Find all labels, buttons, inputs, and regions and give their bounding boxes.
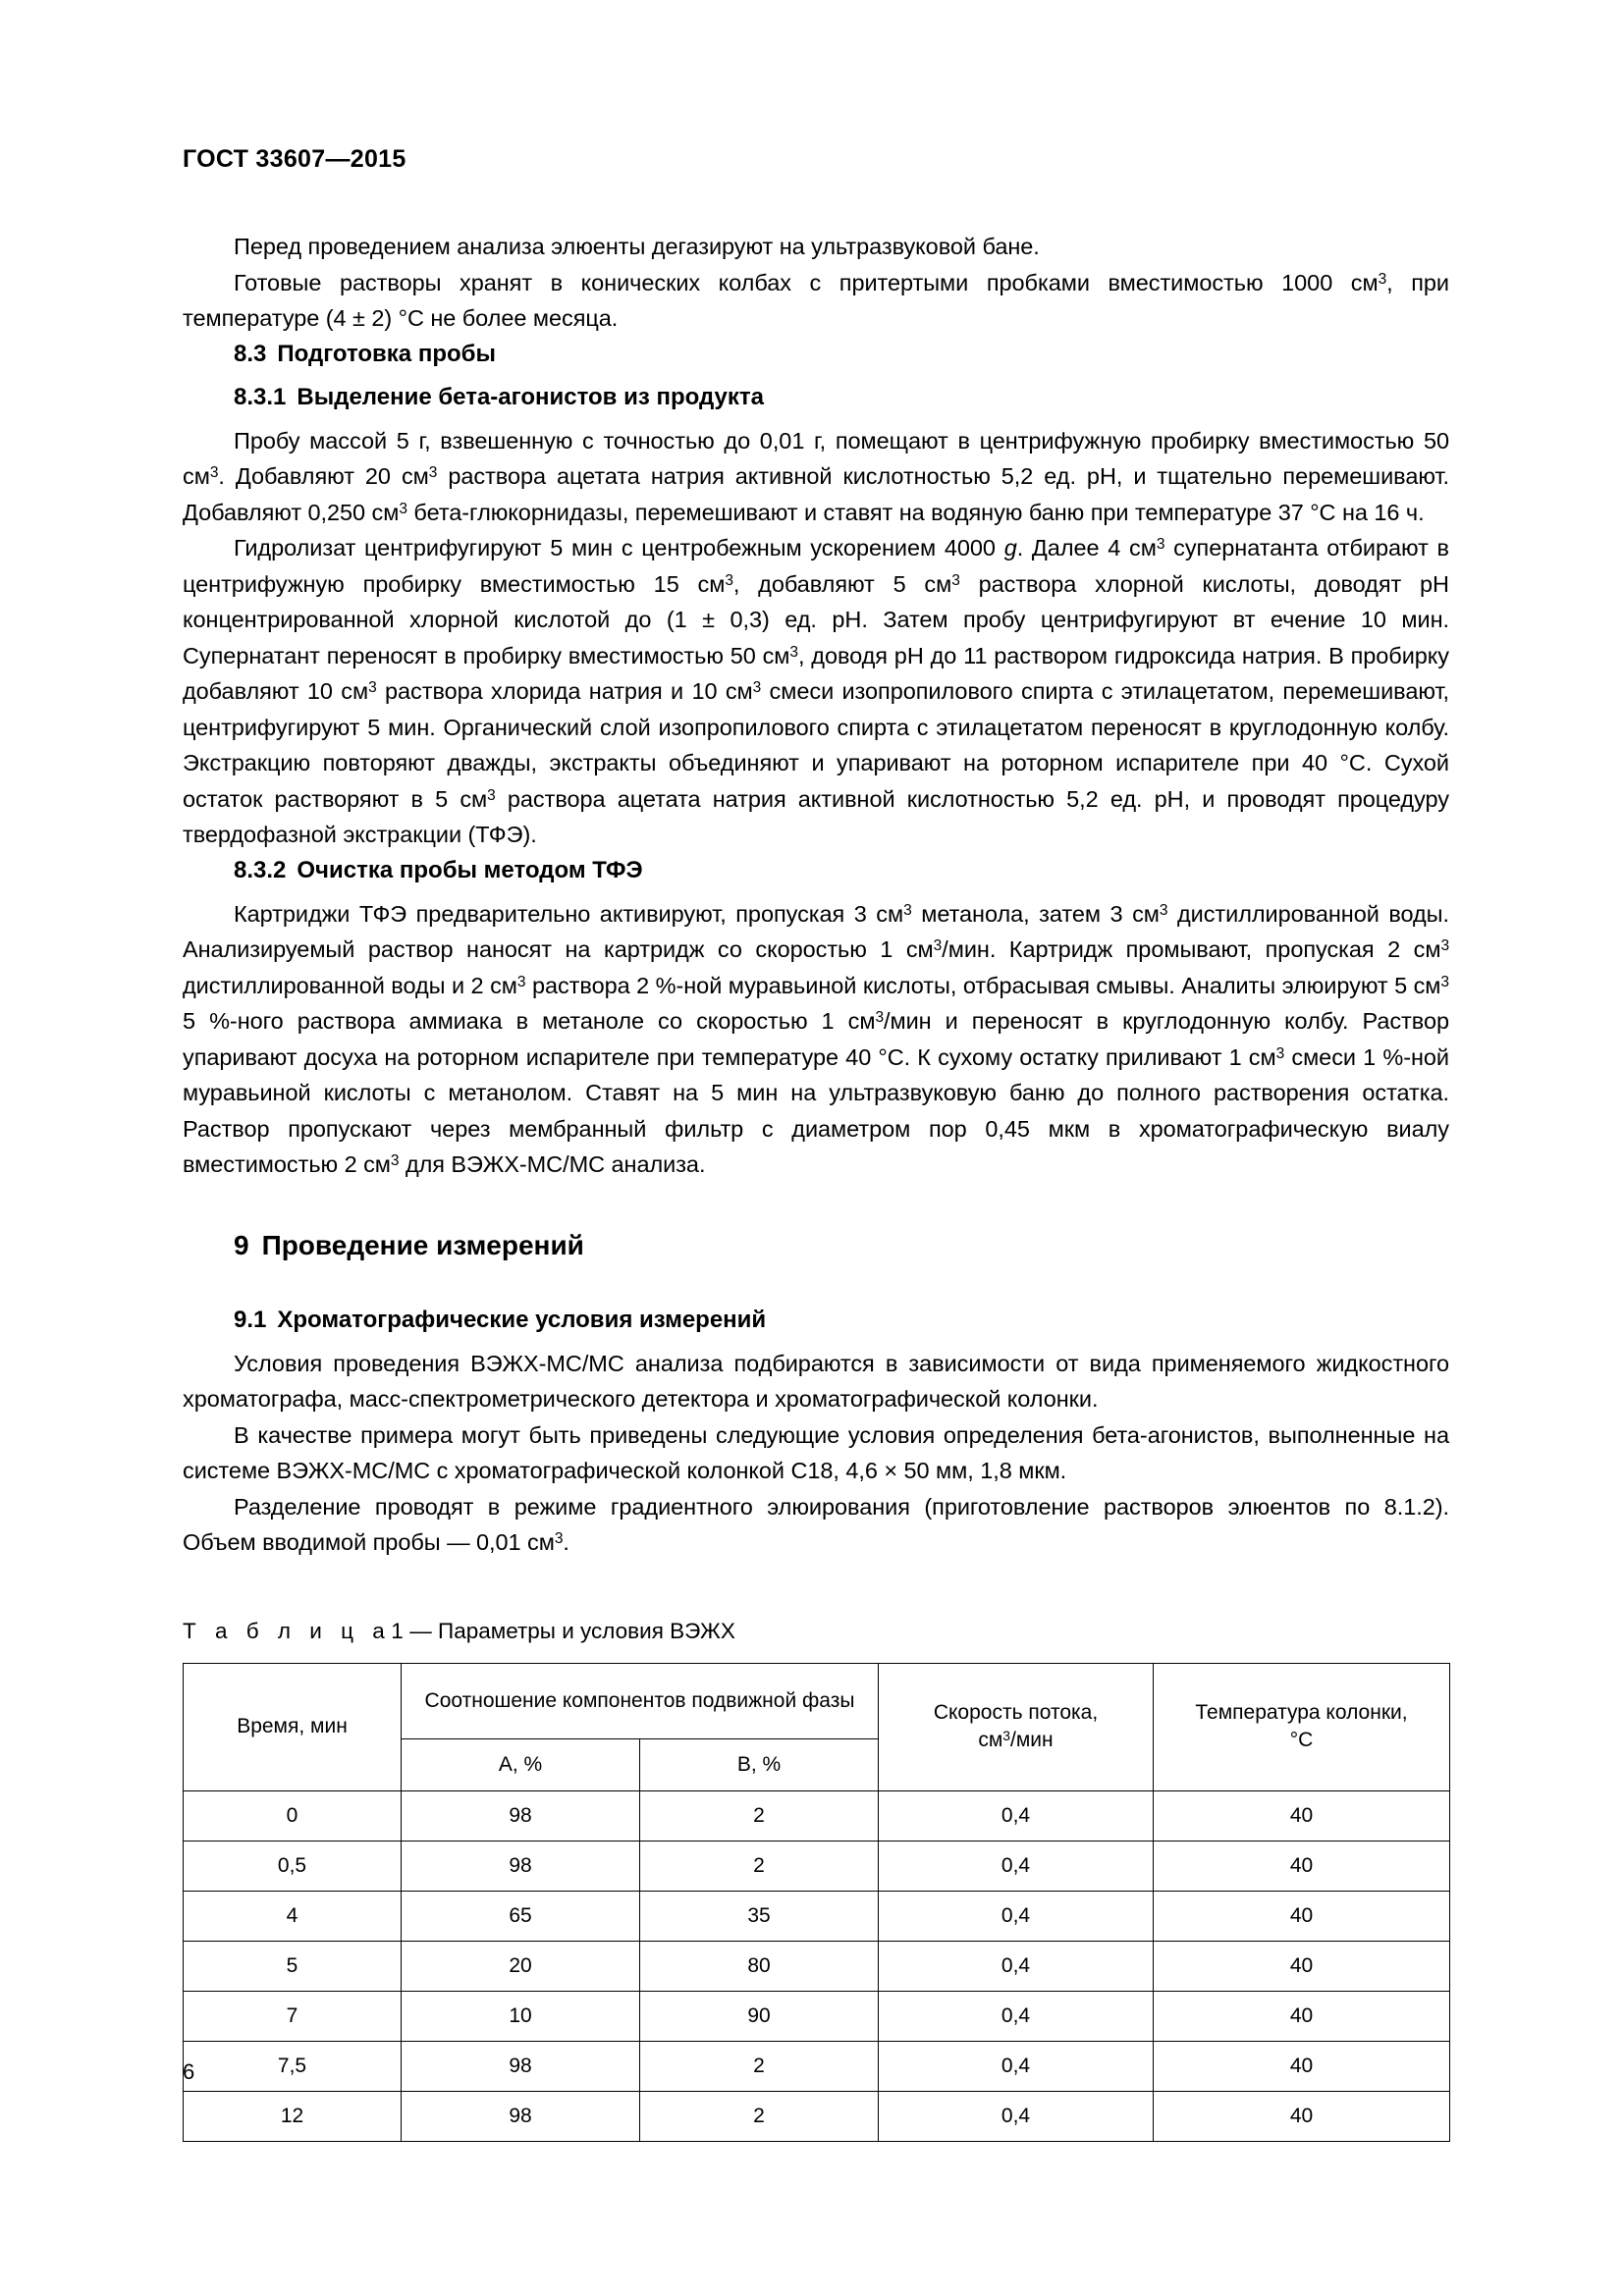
table-caption-dash: — (409, 1618, 432, 1643)
table-caption (183, 1617, 1449, 1646)
header-time: Время, мин (184, 1663, 402, 1790)
text-run: Гидролизат центрифугируют 5 мин с центробежным ускорением 4000 (234, 535, 1004, 561)
heading-text: Подготовка пробы (277, 340, 496, 367)
text-run: Перед проведением анализа элюенты дегазируют на ультразвуковой бане. (234, 234, 1040, 259)
superscript-cubic: 3 (554, 1530, 564, 1548)
paragraph-gradient-elution (183, 1489, 1449, 1561)
superscript-cubic: 3 (875, 1009, 885, 1027)
superscript-cubic: 3 (1440, 973, 1449, 990)
heading-8-3-2 (183, 853, 1449, 888)
text-run: Пробу массой 5 г, взвешенную с точностью до 0,01 г, помещают в центрифужную пробирку вместимостью 50 см (183, 427, 1449, 489)
text-run: смеси изопропилового спирта с этилацетатом, перемешивают, центрифугируют 5 мин. Органический слой изопропилового спирта с этилацетатом переносят в круглодонную колбу. Экстракцию повторяют дважды, экстракты объединяют и упаривают на роторном испарителе при 40 °С. Сухой остаток растворяют в 5 см (183, 678, 1449, 812)
superscript-cubic: 3 (1156, 536, 1165, 554)
paragraph-conditions-depend (183, 1346, 1449, 1417)
cell-temp: 40 (1154, 2091, 1450, 2141)
cell-time: 0 (184, 1790, 402, 1841)
heading-9-1 (183, 1303, 1449, 1338)
cell-flow: 0,4 (879, 1991, 1154, 2041)
table-caption-number: 1 (391, 1618, 410, 1643)
text-run: дистиллированной воды. Анализируемый раствор наносят на картридж со скоростью 1 см (183, 900, 1449, 962)
superscript-cubic: 3 (789, 643, 798, 661)
cell-time: 0,5 (184, 1841, 402, 1891)
header-flow-line1: Скорость потока, (933, 1701, 1099, 1724)
superscript-cubic: 3 (752, 679, 762, 697)
cell-b: 2 (640, 2041, 879, 2091)
heading-8-3-1 (183, 380, 1449, 415)
paragraph-spe-cleanup (183, 896, 1449, 1183)
text-run: , доводя рН до 11 раствором гидроксида натрия. В пробирку добавляют 10 см (183, 642, 1449, 704)
cell-a: 98 (402, 1841, 640, 1891)
heading-text: Проведение измерений (261, 1229, 584, 1260)
text-run: супернатанта отбирают в центрифужную пробирку вместимостью 15 см (183, 535, 1449, 597)
header-temp-line2: °С (1289, 1729, 1314, 1751)
superscript-cubic: 3 (903, 901, 912, 919)
paragraph-hydrolysate (183, 530, 1449, 853)
heading-text: Выделение бета-агонистов из продукта (297, 383, 764, 410)
text-run: . (563, 1529, 569, 1555)
heading-number: 8.3.2 (234, 856, 287, 883)
superscript-cubic: 3 (209, 464, 219, 482)
header-flow-unit-min: /мин (1010, 1729, 1054, 1751)
text-run: . Добавляют 20 см (218, 463, 429, 489)
cell-time: 5 (184, 1941, 402, 1991)
superscript-cubic: 3 (1378, 270, 1387, 288)
cell-temp: 40 (1154, 1941, 1450, 1991)
cell-a: 98 (402, 1790, 640, 1841)
cell-b: 90 (640, 1991, 879, 2041)
superscript-cubic: 3 (1002, 1727, 1011, 1743)
superscript-cubic: 3 (933, 937, 943, 955)
text-run: раствора хлорида натрия и 10 см (376, 678, 753, 704)
superscript-cubic: 3 (951, 571, 960, 589)
text-run: для ВЭЖХ-МС/МС анализа. (399, 1151, 706, 1177)
text-run: Готовые растворы хранят в конических колбах с притертыми пробками вместимостью 1000 см (234, 269, 1379, 295)
table-body (184, 1790, 1450, 2141)
cell-b: 80 (640, 1941, 879, 1991)
table-row (184, 1991, 1450, 2041)
heading-number: 8.3.1 (234, 383, 287, 410)
cell-temp: 40 (1154, 2041, 1450, 2091)
header-mobile-phase-ratio: Соотношение компонентов подвижной фазы (402, 1663, 879, 1738)
cell-a: 20 (402, 1941, 640, 1991)
table-caption-title: Параметры и условия ВЭЖХ (438, 1618, 735, 1643)
heading-number: 9 (234, 1229, 249, 1260)
cell-a: 65 (402, 1891, 640, 1941)
cell-temp: 40 (1154, 1841, 1450, 1891)
heading-8-3 (183, 337, 1449, 372)
superscript-cubic: 3 (1159, 901, 1168, 919)
superscript-cubic: 3 (1440, 937, 1450, 955)
cell-flow: 0,4 (879, 2041, 1154, 2091)
text-run: . Далее 4 см (1016, 535, 1157, 561)
paragraph-example-system (183, 1417, 1449, 1489)
cell-flow: 0,4 (879, 1841, 1154, 1891)
cell-flow: 0,4 (879, 1891, 1154, 1941)
text-run: бета-глюкорнидазы, перемешивают и ставят на водяную баню при температуре 37 °С на 16 ч. (406, 499, 1425, 525)
page-number: 6 (183, 2059, 195, 2084)
table-head (184, 1663, 1450, 1790)
cell-b: 2 (640, 1841, 879, 1891)
superscript-cubic: 3 (399, 500, 407, 517)
text-run: В качестве примера могут быть приведены следующие условия определения бета-агонистов, выполненные на системе ВЭЖХ-МС/МС с хроматографической колонкой С18, 4,6 × 50 мм, 1,8 мкм. (183, 1421, 1449, 1483)
text-run: дистиллированной воды и 2 см (183, 972, 517, 998)
text-run: раствора ацетата натрия активной кислотностью 5,2 ед. рН, и проводят процедуру твердофазной экстракции (ТФЭ). (183, 785, 1449, 847)
cell-a: 10 (402, 1991, 640, 2041)
superscript-cubic: 3 (368, 679, 377, 697)
cell-flow: 0,4 (879, 2091, 1154, 2141)
cell-temp: 40 (1154, 1891, 1450, 1941)
cell-temp: 40 (1154, 1991, 1450, 2041)
superscript-cubic: 3 (428, 464, 438, 482)
cell-time: 7 (184, 1991, 402, 2041)
text-run: , добавляют 5 см (732, 570, 952, 597)
cell-time: 7,5 (184, 2041, 402, 2091)
superscript-cubic: 3 (725, 571, 733, 589)
superscript-cubic: 3 (487, 786, 496, 804)
text-run: , при температуре (4 ± 2) °С не более месяца. (183, 269, 1449, 331)
table-caption-label: Т а б л и ц а (183, 1618, 392, 1643)
document-standard-header: ГОСТ 33607—2015 (183, 145, 406, 173)
header-flow-unit-cm: см (978, 1729, 1003, 1751)
cell-time: 4 (184, 1891, 402, 1941)
page-content (183, 145, 1449, 2142)
heading-number: 8.3 (234, 340, 267, 367)
text-run: /мин. Картридж промывают, пропуская 2 см (942, 936, 1441, 962)
cell-b: 35 (640, 1891, 879, 1941)
table-row (184, 1941, 1450, 1991)
hplc-parameters-table (183, 1663, 1450, 2142)
table-row (184, 1790, 1450, 1841)
table-header-row-1 (184, 1663, 1450, 1738)
superscript-cubic: 3 (390, 1152, 400, 1170)
cell-flow: 0,4 (879, 1790, 1154, 1841)
header-flow-rate (879, 1663, 1154, 1790)
paragraph-storage (183, 265, 1449, 337)
text-run: Условия проведения ВЭЖХ-МС/МС анализа подбираются в зависимости от вида применяемого жидкостного хроматографа, масс-спектрометрического детектора и хроматографической колонки. (183, 1350, 1449, 1412)
text-run: раствора хлорной кислоты, доводят рН концентрированной хлорной кислотой до (1 ± 0,3) ед. рН. Затем пробу центрифугируют вт ечение 10 мин. Супернатант переносят в пробирку вместимостью 50 см (183, 570, 1449, 668)
text-run: Картриджи ТФЭ предварительно активируют, пропуская 3 см (234, 900, 904, 927)
text-run: метанола, затем 3 см (911, 900, 1160, 927)
cell-b: 2 (640, 1790, 879, 1841)
cell-temp: 40 (1154, 1790, 1450, 1841)
cell-flow: 0,4 (879, 1941, 1154, 1991)
text-run: раствора ацетата натрия активной кислотностью 5,2 ед. рН, и тщательно перемешивают. Добавляют 0,250 см (183, 463, 1449, 525)
text-run: раствора 2 %-ной муравьиной кислоты, отбрасывая смывы. Аналиты элюируют 5 см (525, 972, 1441, 998)
table-row (184, 1841, 1450, 1891)
header-column-temperature (1154, 1663, 1450, 1790)
table-row (184, 2091, 1450, 2141)
text-run: /мин и переносят в круглодонную колбу. Раствор упаривают досуха на роторном испарителе при температуре 40 °С. К сухому остатку приливают 1 см (183, 1008, 1449, 1070)
text-run: смеси 1 %-ной муравьиной кислоты с метанолом. Ставят на 5 мин на ультразвуковую баню до полного растворения остатка. Раствор пропускают через мембранный фильтр с диаметром пор 0,45 мкм в хроматографическую виалу вместимостью 2 см (183, 1043, 1449, 1177)
header-b-percent: В, % (640, 1738, 879, 1790)
cell-b: 2 (640, 2091, 879, 2141)
heading-text: Хроматографические условия измерений (277, 1306, 767, 1333)
paragraph-degassing (183, 229, 1449, 265)
superscript-cubic: 3 (1275, 1044, 1285, 1062)
header-temp-line1: Температура колонки, (1195, 1701, 1408, 1724)
italic-g-symbol: g (1003, 535, 1017, 561)
superscript-cubic: 3 (516, 973, 526, 990)
text-run: Разделение проводят в режиме градиентного элюирования (приготовление растворов элюентов по 8.1.2). Объем вводимой пробы — 0,01 см (183, 1493, 1449, 1555)
paragraph-sample-extraction (183, 423, 1449, 531)
heading-section-9 (183, 1228, 1449, 1263)
cell-a: 98 (402, 2041, 640, 2091)
text-run: 5 %-ного раствора аммиака в метаноле со скоростью 1 см (183, 1008, 876, 1034)
table-row (184, 2041, 1450, 2091)
heading-number: 9.1 (234, 1306, 267, 1333)
cell-a: 98 (402, 2091, 640, 2141)
table-row (184, 1891, 1450, 1941)
header-a-percent: А, % (402, 1738, 640, 1790)
cell-time: 12 (184, 2091, 402, 2141)
heading-text: Очистка пробы методом ТФЭ (297, 856, 643, 883)
